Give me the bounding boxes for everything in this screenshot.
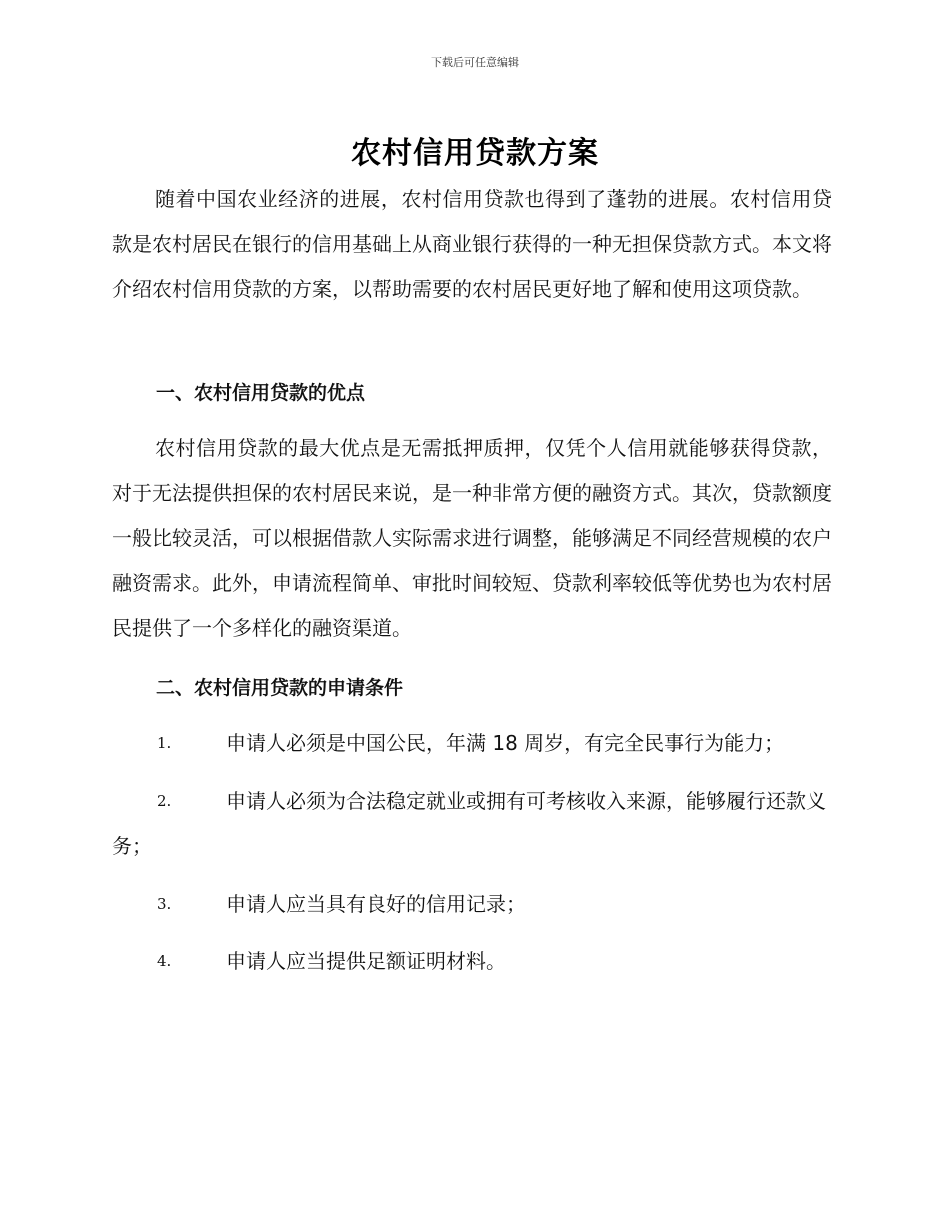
- section-heading-advantages: 一、农村信用贷款的优点: [156, 382, 366, 404]
- list-number: 1.: [157, 734, 172, 752]
- list-item: [112, 939, 832, 984]
- list-item: [112, 882, 832, 927]
- list-item: [112, 721, 832, 766]
- list-number: 4.: [157, 952, 172, 970]
- list-item-text: 申请人必须为合法稳定就业或拥有可考核收入来源，能够履行还款义务；: [112, 789, 826, 858]
- document-title: 农村信用贷款方案: [351, 136, 599, 171]
- list-item-text: 申请人应当提供足额证明材料。: [226, 949, 506, 973]
- section-heading-conditions: 二、农村信用贷款的申请条件: [156, 677, 404, 699]
- intro-paragraph: 随着中国农业经济的进展，农村信用贷款也得到了蓬勃的进展。农村信用贷款是农村居民在银行的信用基础上从商业银行获得的一种无担保贷款方式。本文将介绍农村信用贷款的方案，以帮助需要的农村居民更好地了解和使用这项贷款。: [112, 187, 832, 301]
- header-note: 下载后可任意编辑: [431, 56, 519, 69]
- list-number: 2.: [157, 792, 172, 810]
- advantages-paragraph: 农村信用贷款的最大优点是无需抵押质押，仅凭个人信用就能够获得贷款，对于无法提供担保的农村居民来说，是一种非常方便的融资方式。其次，贷款额度一般比较灵活，可以根据借款人实际需求进行调整，能够满足不同经营规模的农户融资需求。此外，申请流程简单、审批时间较短、贷款利率较低等优势也为农村居民提供了一个多样化的融资渠道。: [112, 436, 832, 640]
- list-item-text: 申请人应当具有良好的信用记录；: [226, 892, 526, 916]
- list-number: 3.: [157, 895, 172, 913]
- list-item-text: 申请人必须是中国公民，年满 18 周岁，有完全民事行为能力；: [226, 731, 785, 755]
- list-item: [112, 779, 832, 869]
